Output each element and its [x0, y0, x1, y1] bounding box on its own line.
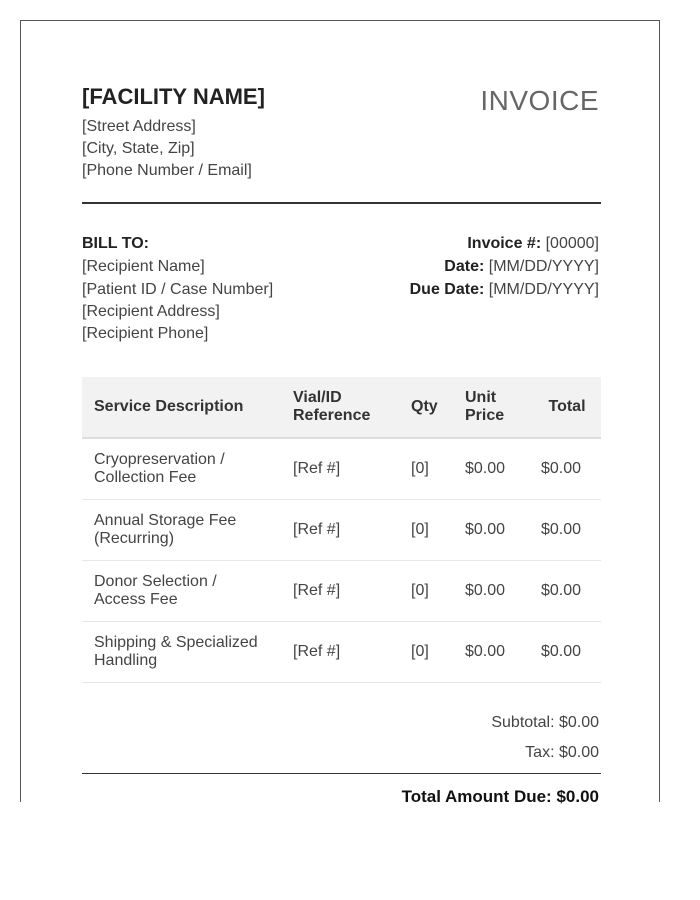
invoice-date-value: [MM/DD/YYYY]: [488, 258, 599, 275]
row-description-line2: Collection Fee: [94, 469, 197, 486]
row-unit-price: $0.00: [453, 622, 533, 683]
table-row: [82, 622, 601, 683]
recipient-phone: [Recipient Phone]: [82, 325, 209, 342]
header-unit-price: [453, 377, 533, 438]
row-description: [82, 561, 281, 622]
due-date-label: Due Date:: [409, 281, 485, 298]
header-reference-line2: Reference: [293, 407, 371, 424]
row-description-line1: Annual Storage Fee: [94, 512, 237, 529]
facility-name: [FACILITY NAME]: [82, 84, 265, 109]
due-date-value: [MM/DD/YYYY]: [488, 281, 599, 298]
row-unit-price: $0.00: [453, 438, 533, 500]
header-total: Total: [533, 377, 601, 438]
row-qty: [0]: [403, 500, 453, 561]
invoice-date-label: Date:: [444, 258, 485, 275]
tax: Tax: $0.00: [525, 744, 599, 761]
invoice-number-value: [00000]: [545, 235, 599, 252]
invoice-page: [20, 20, 660, 806]
row-total: $0.00: [533, 561, 601, 622]
header-unit-price-line1: Unit: [465, 389, 497, 406]
row-unit-price: $0.00: [453, 500, 533, 561]
facility-city: [City, State, Zip]: [82, 140, 195, 157]
table-row: [82, 500, 601, 561]
subtotal: Subtotal: $0.00: [491, 714, 599, 731]
row-reference: [Ref #]: [281, 561, 403, 622]
table-header-row: [82, 377, 601, 438]
recipient-name: [Recipient Name]: [82, 258, 205, 275]
recipient-address: [Recipient Address]: [82, 303, 220, 320]
row-description-line2: (Recurring): [94, 530, 175, 547]
bill-to-label: BILL TO:: [82, 235, 149, 252]
row-total: $0.00: [533, 500, 601, 561]
patient-id: [Patient ID / Case Number]: [82, 281, 274, 298]
row-reference: [Ref #]: [281, 622, 403, 683]
row-unit-price: $0.00: [453, 561, 533, 622]
header-divider: [82, 202, 601, 204]
row-qty: [0]: [403, 561, 453, 622]
row-description-line1: Shipping & Specialized: [94, 634, 258, 651]
header-qty: Qty: [403, 377, 453, 438]
line-items-table: [82, 377, 601, 683]
invoice-number: [467, 235, 599, 253]
row-reference: [Ref #]: [281, 500, 403, 561]
row-description-line1: Donor Selection /: [94, 573, 217, 590]
row-total: $0.00: [533, 438, 601, 500]
header-reference-line1: Vial/ID: [293, 389, 342, 406]
row-description: [82, 622, 281, 683]
invoice-title: INVOICE: [480, 85, 599, 116]
row-description: [82, 438, 281, 500]
header-description: Service Description: [82, 377, 281, 438]
invoice-number-label: Invoice #:: [467, 235, 542, 252]
row-total: $0.00: [533, 622, 601, 683]
total-amount-due: Total Amount Due: $0.00: [401, 787, 599, 806]
row-reference: [Ref #]: [281, 438, 403, 500]
row-description: [82, 500, 281, 561]
row-qty: [0]: [403, 438, 453, 500]
facility-contact: [Phone Number / Email]: [82, 162, 252, 179]
invoice-date: [444, 258, 599, 276]
header-unit-price-line2: Price: [465, 407, 505, 424]
row-description-line2: Access Fee: [94, 591, 178, 608]
facility-street: [Street Address]: [82, 118, 196, 135]
row-description-line1: Cryopreservation /: [94, 451, 225, 468]
due-date: [410, 281, 599, 299]
row-qty: [0]: [403, 622, 453, 683]
table-row: [82, 561, 601, 622]
table-row: [82, 438, 601, 500]
row-description-line2: Handling: [94, 652, 158, 669]
header-reference: [281, 377, 403, 438]
totals-divider: [82, 773, 601, 774]
